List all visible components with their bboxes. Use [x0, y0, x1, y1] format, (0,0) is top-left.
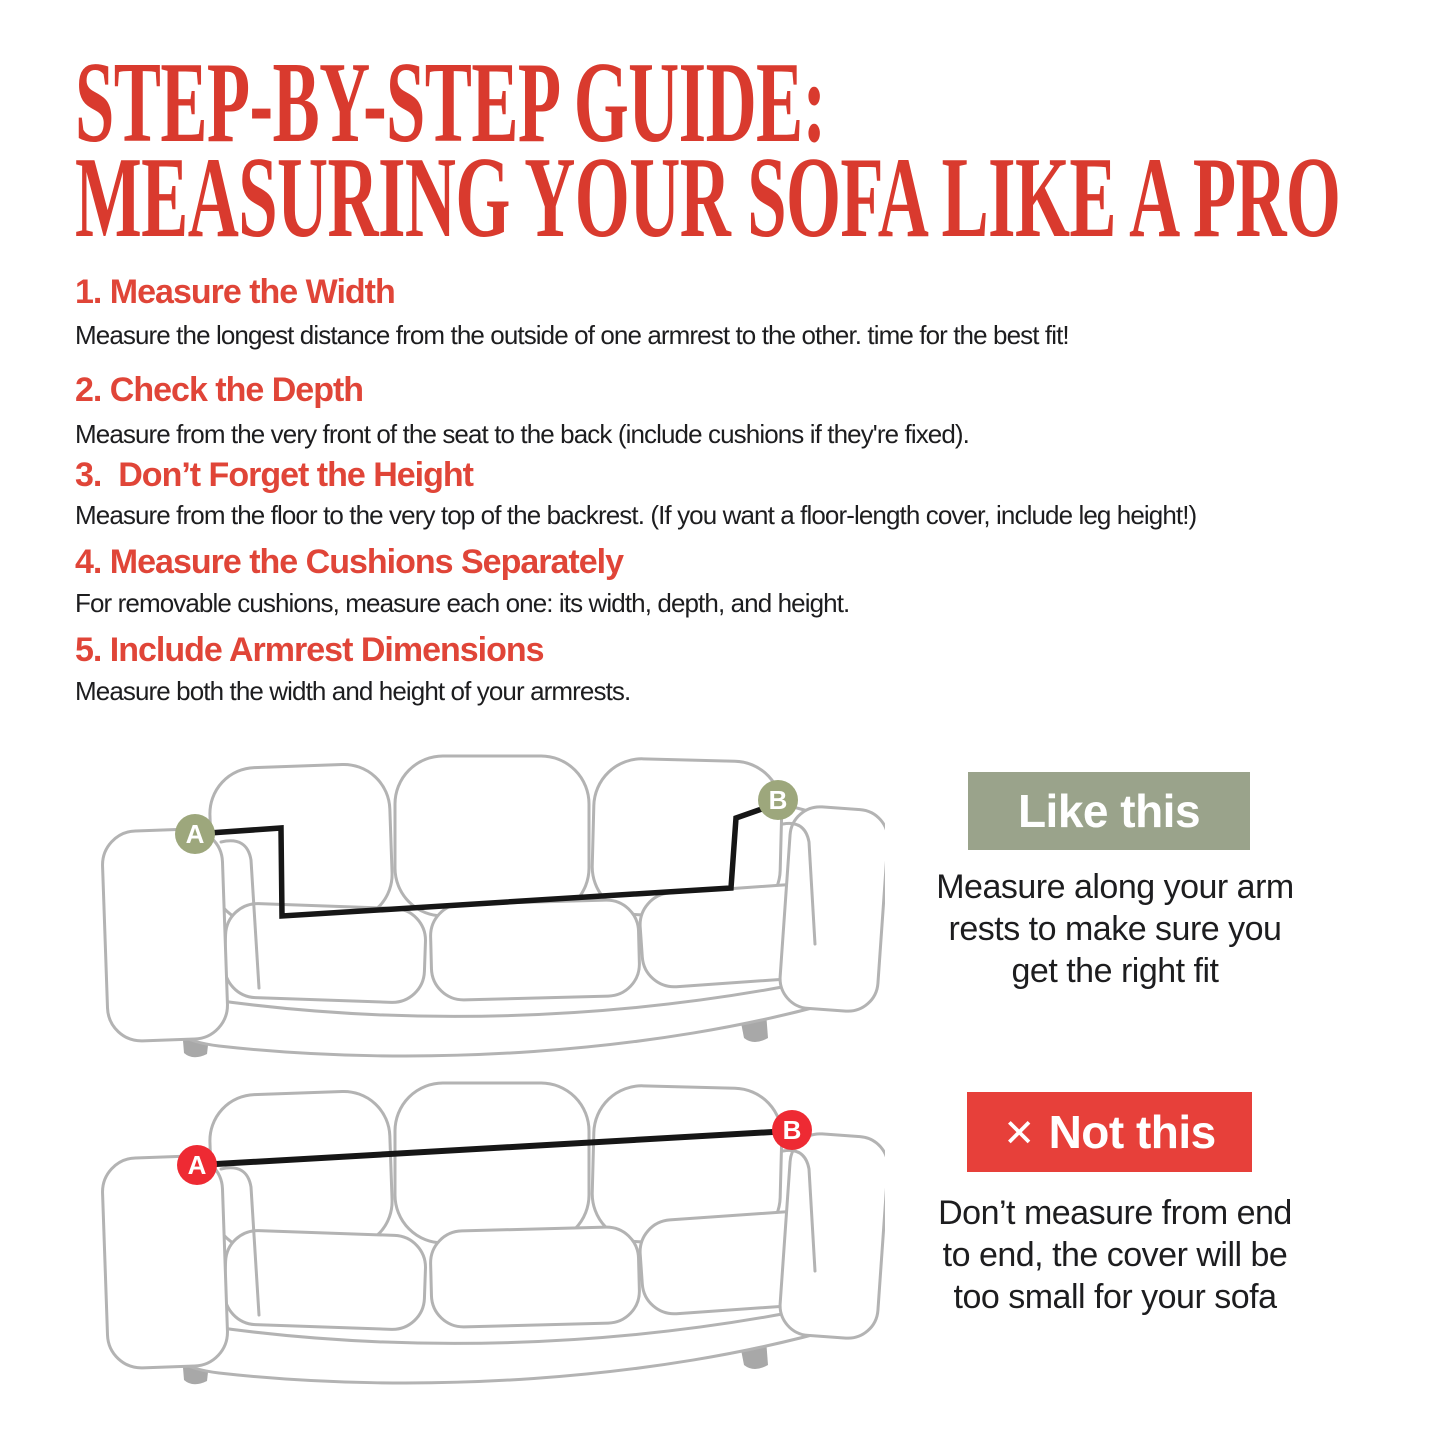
- like-this-badge: [968, 772, 1250, 850]
- marker-b-label: B: [782, 1115, 802, 1145]
- incorrect-sofa-illustration: [95, 1075, 885, 1405]
- step-5-heading: 5. Include Armrest Dimensions: [75, 631, 544, 669]
- caption-line: rests to make sure you: [948, 910, 1282, 948]
- correct-sofa-illustration: [95, 748, 885, 1078]
- step-5-body: Measure both the width and height of your armrests.: [75, 676, 631, 706]
- like-this-caption: [915, 866, 1315, 992]
- step-4-body: For removable cushions, measure each one: its width, depth, and height.: [75, 588, 850, 618]
- step-3-body: Measure from the floor to the very top of the backrest. (If you want a floor-length cover, include leg height!): [75, 500, 1197, 530]
- step-2-heading: 2. Check the Depth: [75, 371, 364, 409]
- caption-line: Don’t measure from end: [938, 1194, 1292, 1232]
- marker-a-label: A: [185, 819, 205, 849]
- step-2-body: Measure from the very front of the seat to the back (include cushions if they're fixed).: [75, 419, 970, 449]
- like-this-label: Like this: [1017, 785, 1201, 837]
- caption-line: get the right fit: [1011, 952, 1219, 990]
- not-this-badge: [967, 1092, 1252, 1172]
- not-this-caption: [915, 1192, 1315, 1318]
- caption-line: too small for your sofa: [953, 1278, 1277, 1316]
- not-this-label: Not this: [1048, 1106, 1216, 1158]
- marker-b-label: B: [768, 785, 788, 815]
- page-title-line-2: MEASURING YOUR SOFA LIKE A PRO: [75, 134, 1341, 262]
- page-title-line-1: STEP-BY-STEP GUIDE:: [75, 39, 826, 167]
- caption-line: to end, the cover will be: [942, 1236, 1288, 1274]
- caption-line: Measure along your arm: [936, 868, 1294, 906]
- step-1-body: Measure the longest distance from the outside of one armrest to the other. time for the best fit!: [75, 320, 1069, 350]
- step-4-heading: 4. Measure the Cushions Separately: [75, 543, 623, 581]
- marker-a-label: A: [187, 1150, 207, 1180]
- step-1-heading: 1. Measure the Width: [75, 273, 395, 311]
- x-icon: ✕: [1003, 1112, 1035, 1155]
- step-3-heading: 3. Don’t Forget the Height: [75, 456, 473, 494]
